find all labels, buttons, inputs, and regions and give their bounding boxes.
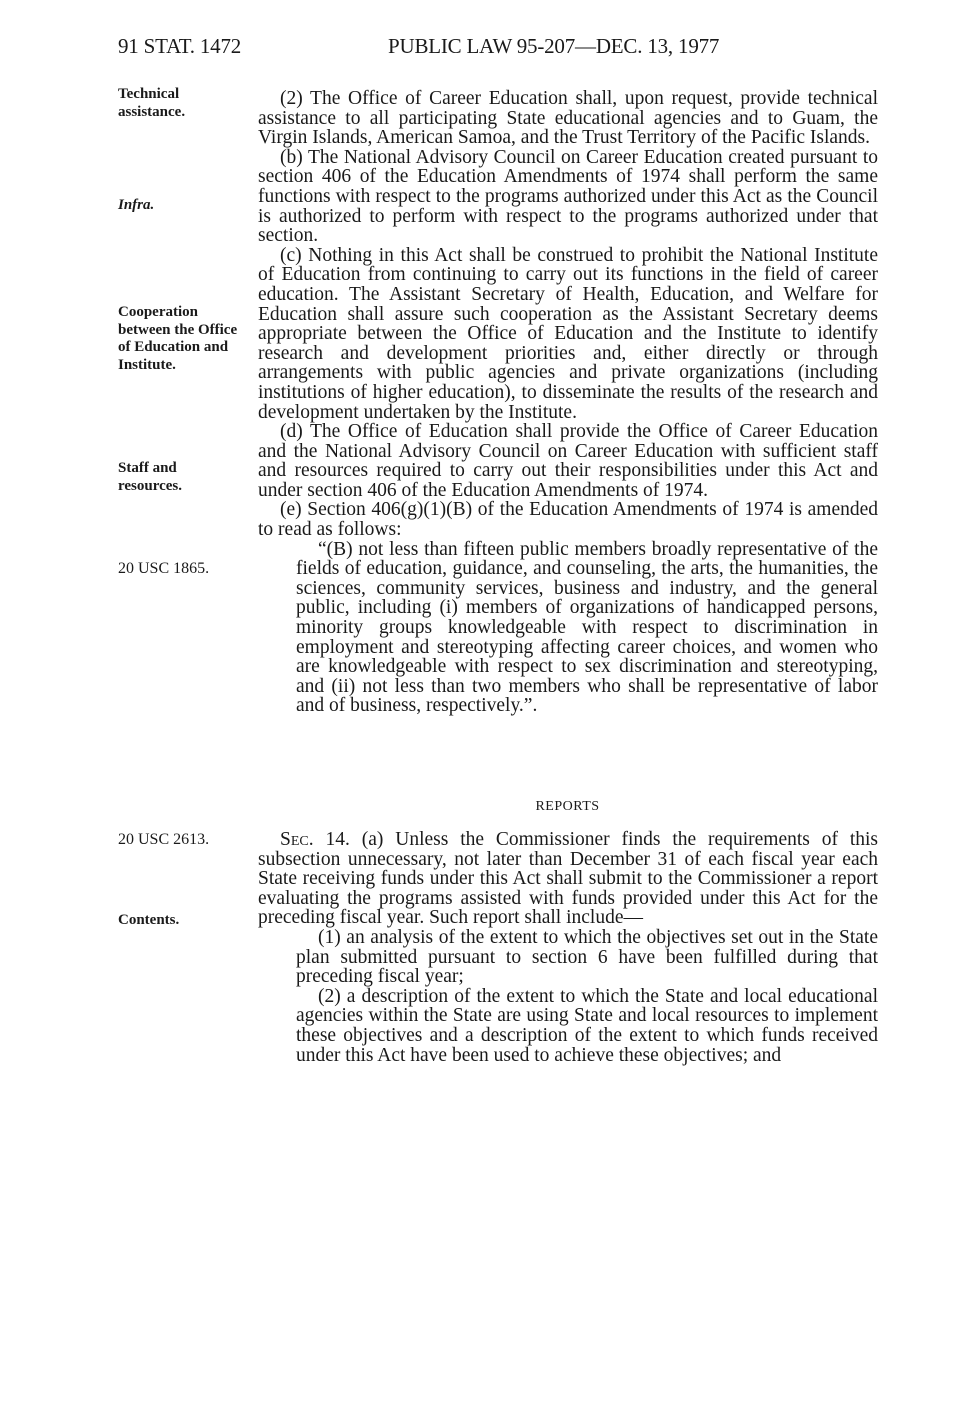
section-14-a [258, 830, 878, 928]
paragraph-e-amendment: (e) Section 406(g)(1)(B) of the Education Amendments of 1974 is amended to read as follows: [258, 499, 878, 541]
margin-note-staff-resources: Staff and resources. [118, 460, 183, 494]
paragraph-c-national-institute: (c) Nothing in this Act shall be construed to prohibit the National Institute of Education from continuing to carry out its functions in the field of career education. The Assistant Secretary of Health, Education, and Welfare for Education shall assure such cooperation as the Assistant Secretary deems appropriate between the Office of Education and the Institute to identify research and development priorities and, either directly or through arrangements with public agencies and private organizations (including institutions of higher education), to disseminate the results of the research and development undertaken by the Institute. [258, 244, 878, 423]
margin-note-cooperation: Cooperation between the Office of Education and Institute. [118, 304, 238, 373]
paragraph-2-technical-assistance: (2) The Office of Career Education shall, upon request, provide technical assistance to all participating State educational agencies and to Guam, the Virgin Islands, American Samoa, and the Trust Territory of the Pacific Islands. [258, 88, 878, 149]
body-text-lower [258, 830, 878, 1065]
margin-note-contents: Contents. [118, 912, 180, 928]
section-label: Sec. [280, 829, 314, 850]
paragraph-d-staff-resources: (d) The Office of Education shall provide the Office of Career Education and the National Advisory Council on Career Education with sufficient staff and resources required to carry out their responsibilities under this Act and under section 406 of the Education Amendments of 1974. [258, 421, 878, 501]
margin-note-20-usc-2613: 20 USC 2613. [118, 831, 210, 848]
margin-note-20-usc-1865: 20 USC 1865. [118, 560, 210, 577]
section-heading-reports [0, 799, 955, 815]
page-header [0, 34, 955, 64]
statute-page-number: 91 STAT. 1472 [118, 34, 242, 58]
margin-note-infra: Infra. [118, 197, 155, 213]
public-law-title: PUBLIC LAW 95-207—DEC. 13, 1977 [388, 34, 720, 58]
body-text-upper [258, 89, 878, 716]
heading-text: REPORTS [535, 799, 600, 814]
quoted-amendment-text: “(B) not less than fifteen public members broadly representative of the fields of education, guidance, and counseling, the arts, the humanities, the sciences, community services, business and industry, and the general public, including (i) members of organizations of handicapped persons, minority groups knowledgeable with respect to discrimination in employment and stereotyping affecting career choices, and women who are knowledgeable with respect to sex discrimination and stereotyping, and (ii) not less than two members who shall be representative of labor and of business, respectively.”. [296, 538, 878, 717]
list-item-1: (1) an analysis of the extent to which the objectives set out in the State plan submitted pursuant to section 6 have been fulfilled during that preceding fiscal year; [296, 926, 878, 988]
section-14-text: 14. (a) Unless the Commissioner finds the requirements of this subsection unnecessary, not later than December 31 of each fiscal year each State receiving funds under this Act shall submit to the Commissioner a report evaluating the programs assisted with funds provided under this Act for the preceding fiscal year. Such report shall include— [258, 829, 879, 929]
list-item-2: (2) a description of the extent to which the State and local educational agencies within the State are using State and local resources to implement these objectives and a description of the extent to which funds received under this Act have been used to achieve these objectives; and [296, 985, 878, 1066]
margin-note-technical-assistance: Technical assistance. [118, 86, 186, 120]
paragraph-b-advisory-council: (b) The National Advisory Council on Career Education created pursuant to section 406 of the Education Amendments of 1974 shall perform the same functions with respect to the programs authorized under this Act as the Council is authorized to perform with respect to the programs authorized under that section. [258, 146, 878, 247]
